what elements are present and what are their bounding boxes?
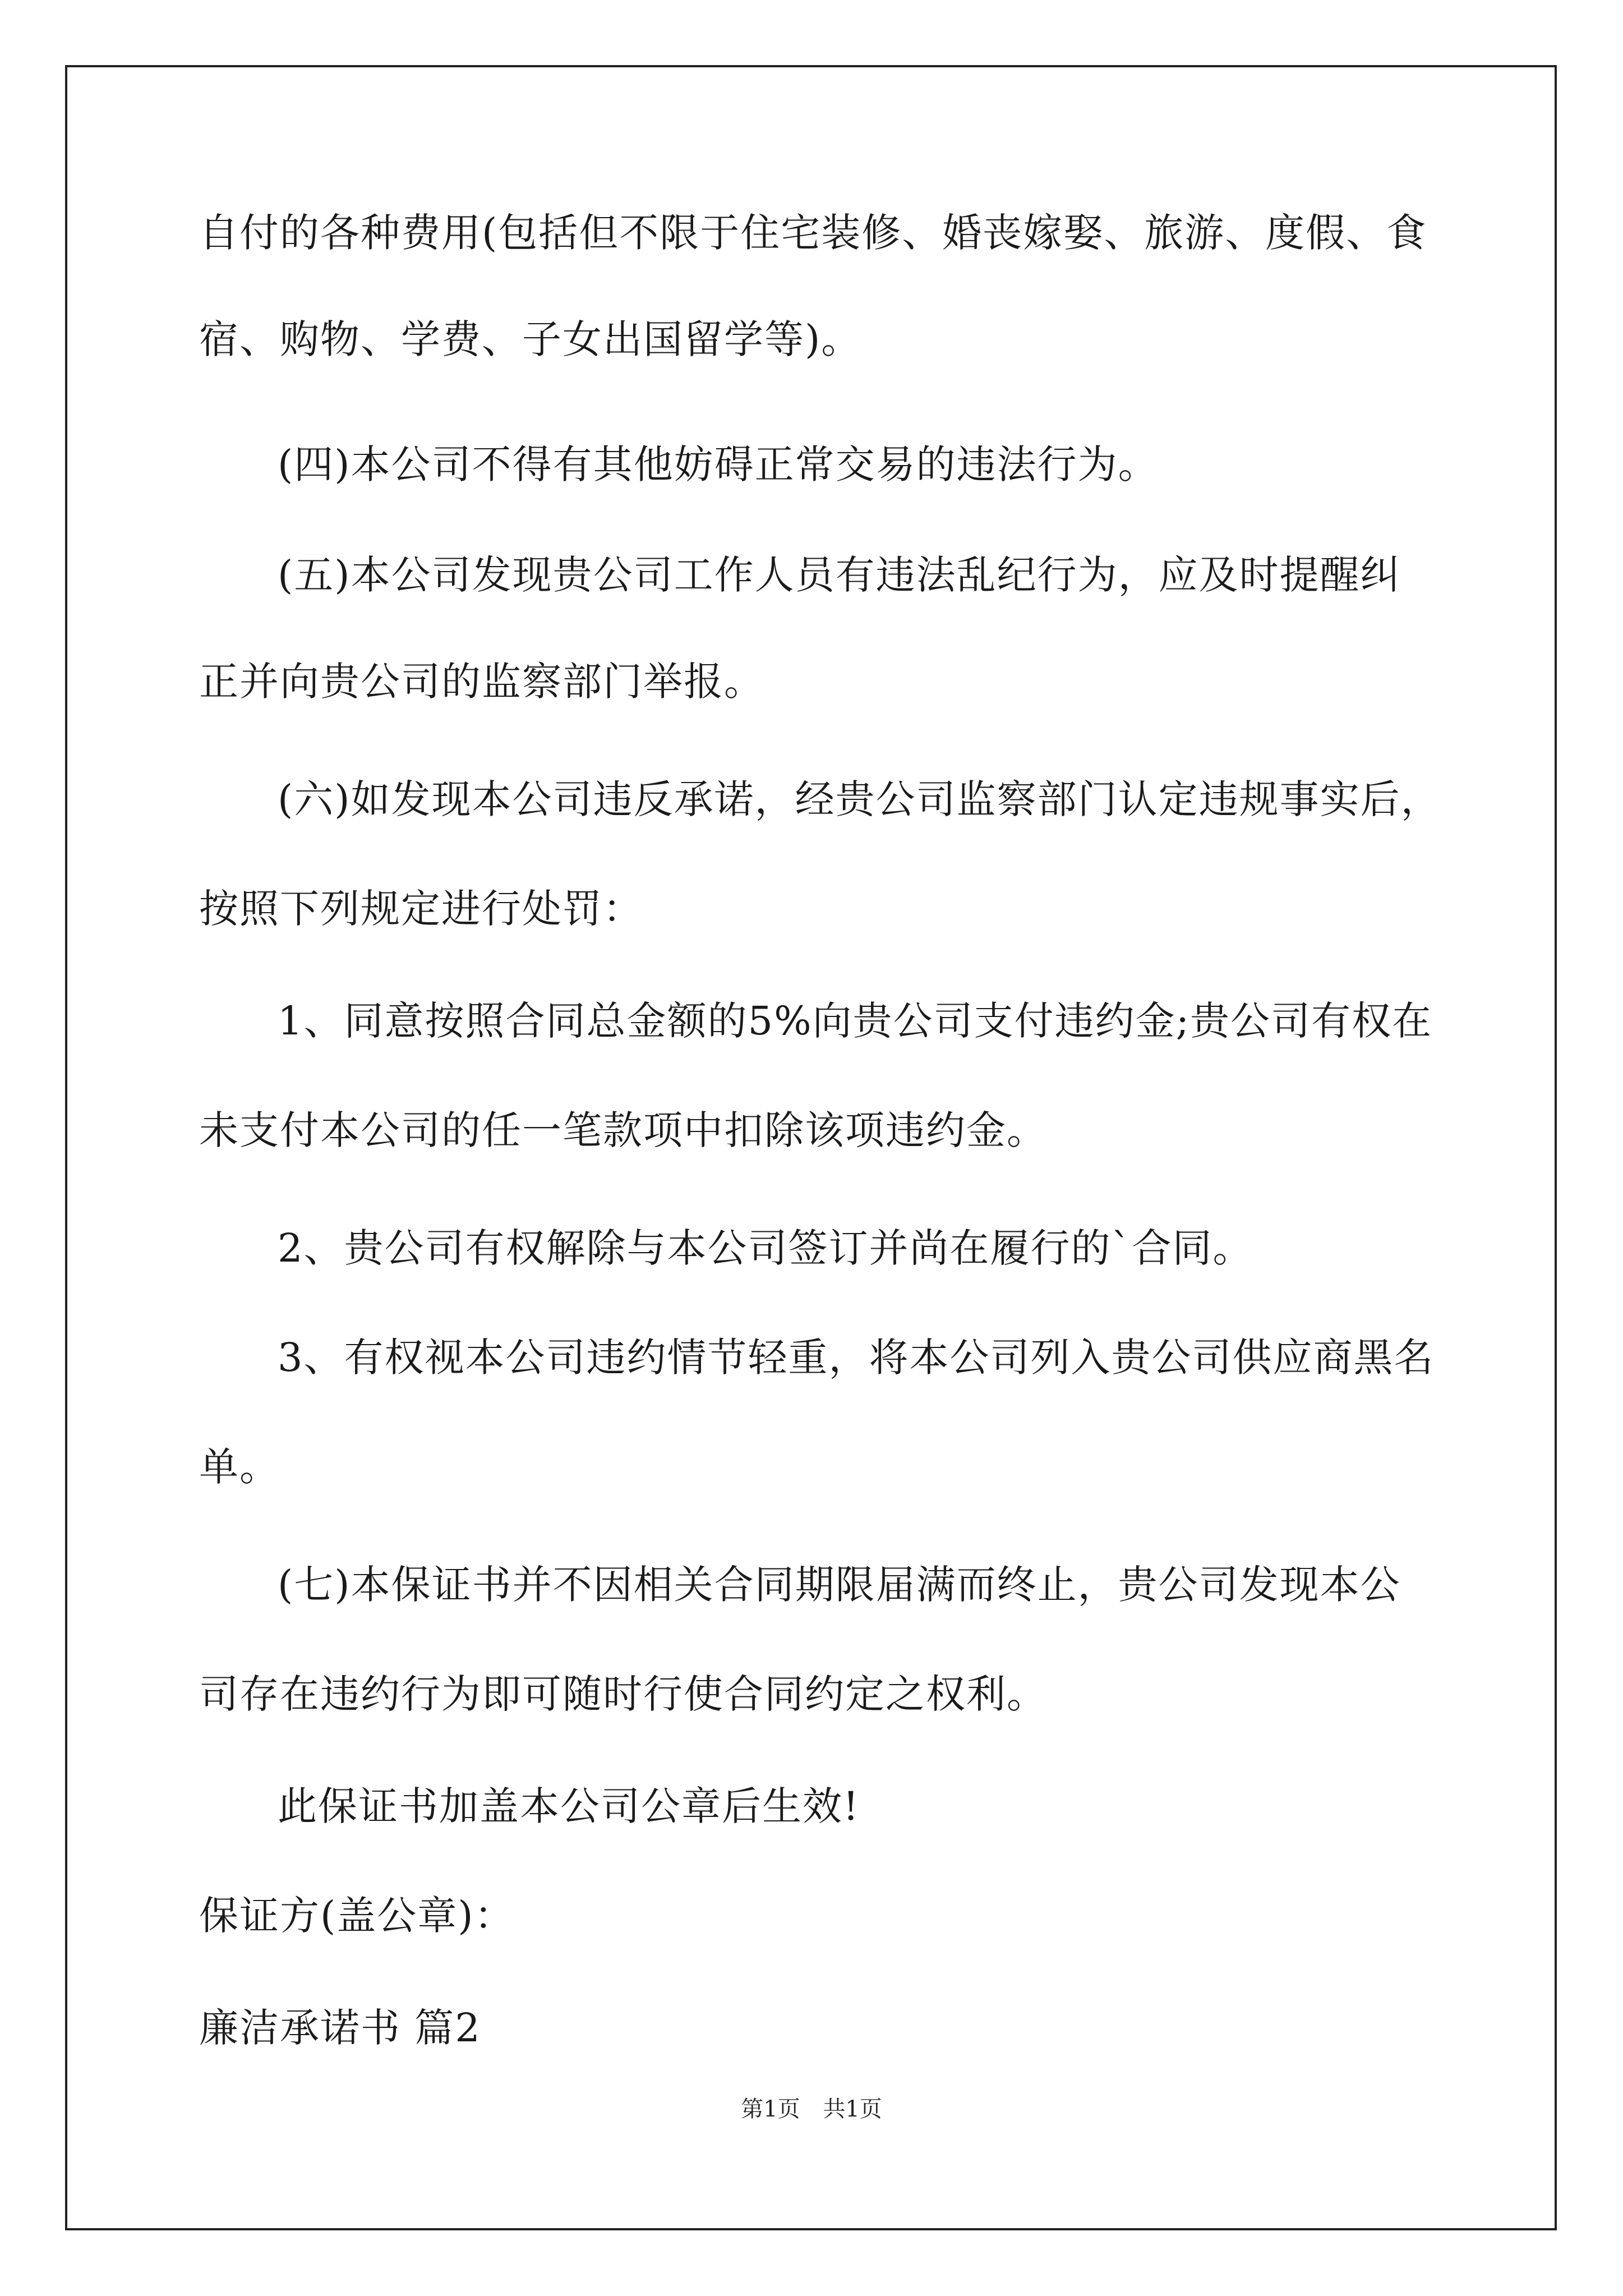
- page-number: 第1页: [741, 2096, 800, 2122]
- signature-label: 保证方(盖公章)：: [199, 1893, 515, 1939]
- paragraph-line: (四)本公司不得有其他妨碍正常交易的违法行为。: [278, 441, 1159, 487]
- section-heading: 廉洁承诺书 篇2: [199, 2005, 481, 2051]
- paragraph-line: 宿、购物、学费、子女出国留学等)。: [199, 316, 862, 362]
- paragraph-line: 正并向贵公司的监察部门举报。: [199, 659, 764, 705]
- paragraph-line: 3、有权视本公司违约情节轻重，将本公司列入贵公司供应商黑名: [278, 1335, 1435, 1381]
- paragraph-line: (五)本公司发现贵公司工作人员有违法乱纪行为，应及时提醒纠: [278, 552, 1401, 598]
- paragraph-line: 2、贵公司有权解除与本公司签订并尚在履行的`合同。: [278, 1225, 1253, 1271]
- paragraph-line: 单。: [199, 1444, 280, 1490]
- paragraph-line: 此保证书加盖本公司公章后生效!: [278, 1783, 860, 1829]
- paragraph-line: 司存在违约行为即可随时行使合同约定之权利。: [199, 1671, 1047, 1717]
- page-total: 共1页: [823, 2096, 882, 2122]
- paragraph-line: 自付的各种费用(包括但不限于住宅装修、婚丧嫁娶、旅游、度假、食: [199, 210, 1427, 256]
- paragraph-line: 1、同意按照合同总金额的5%向贵公司支付违约金;贵公司有权在: [278, 998, 1433, 1044]
- paragraph-line: 未支付本公司的任一笔款项中扣除该项违约金。: [199, 1107, 1047, 1153]
- paragraph-line: 按照下列规定进行处罚：: [199, 886, 643, 932]
- page-footer: [0, 2091, 1623, 2123]
- paragraph-line: (七)本保证书并不因相关合同期限届满而终止，贵公司发现本公: [278, 1562, 1401, 1608]
- paragraph-line: (六)如发现本公司违反承诺，经贵公司监察部门认定违规事实后，: [278, 776, 1441, 822]
